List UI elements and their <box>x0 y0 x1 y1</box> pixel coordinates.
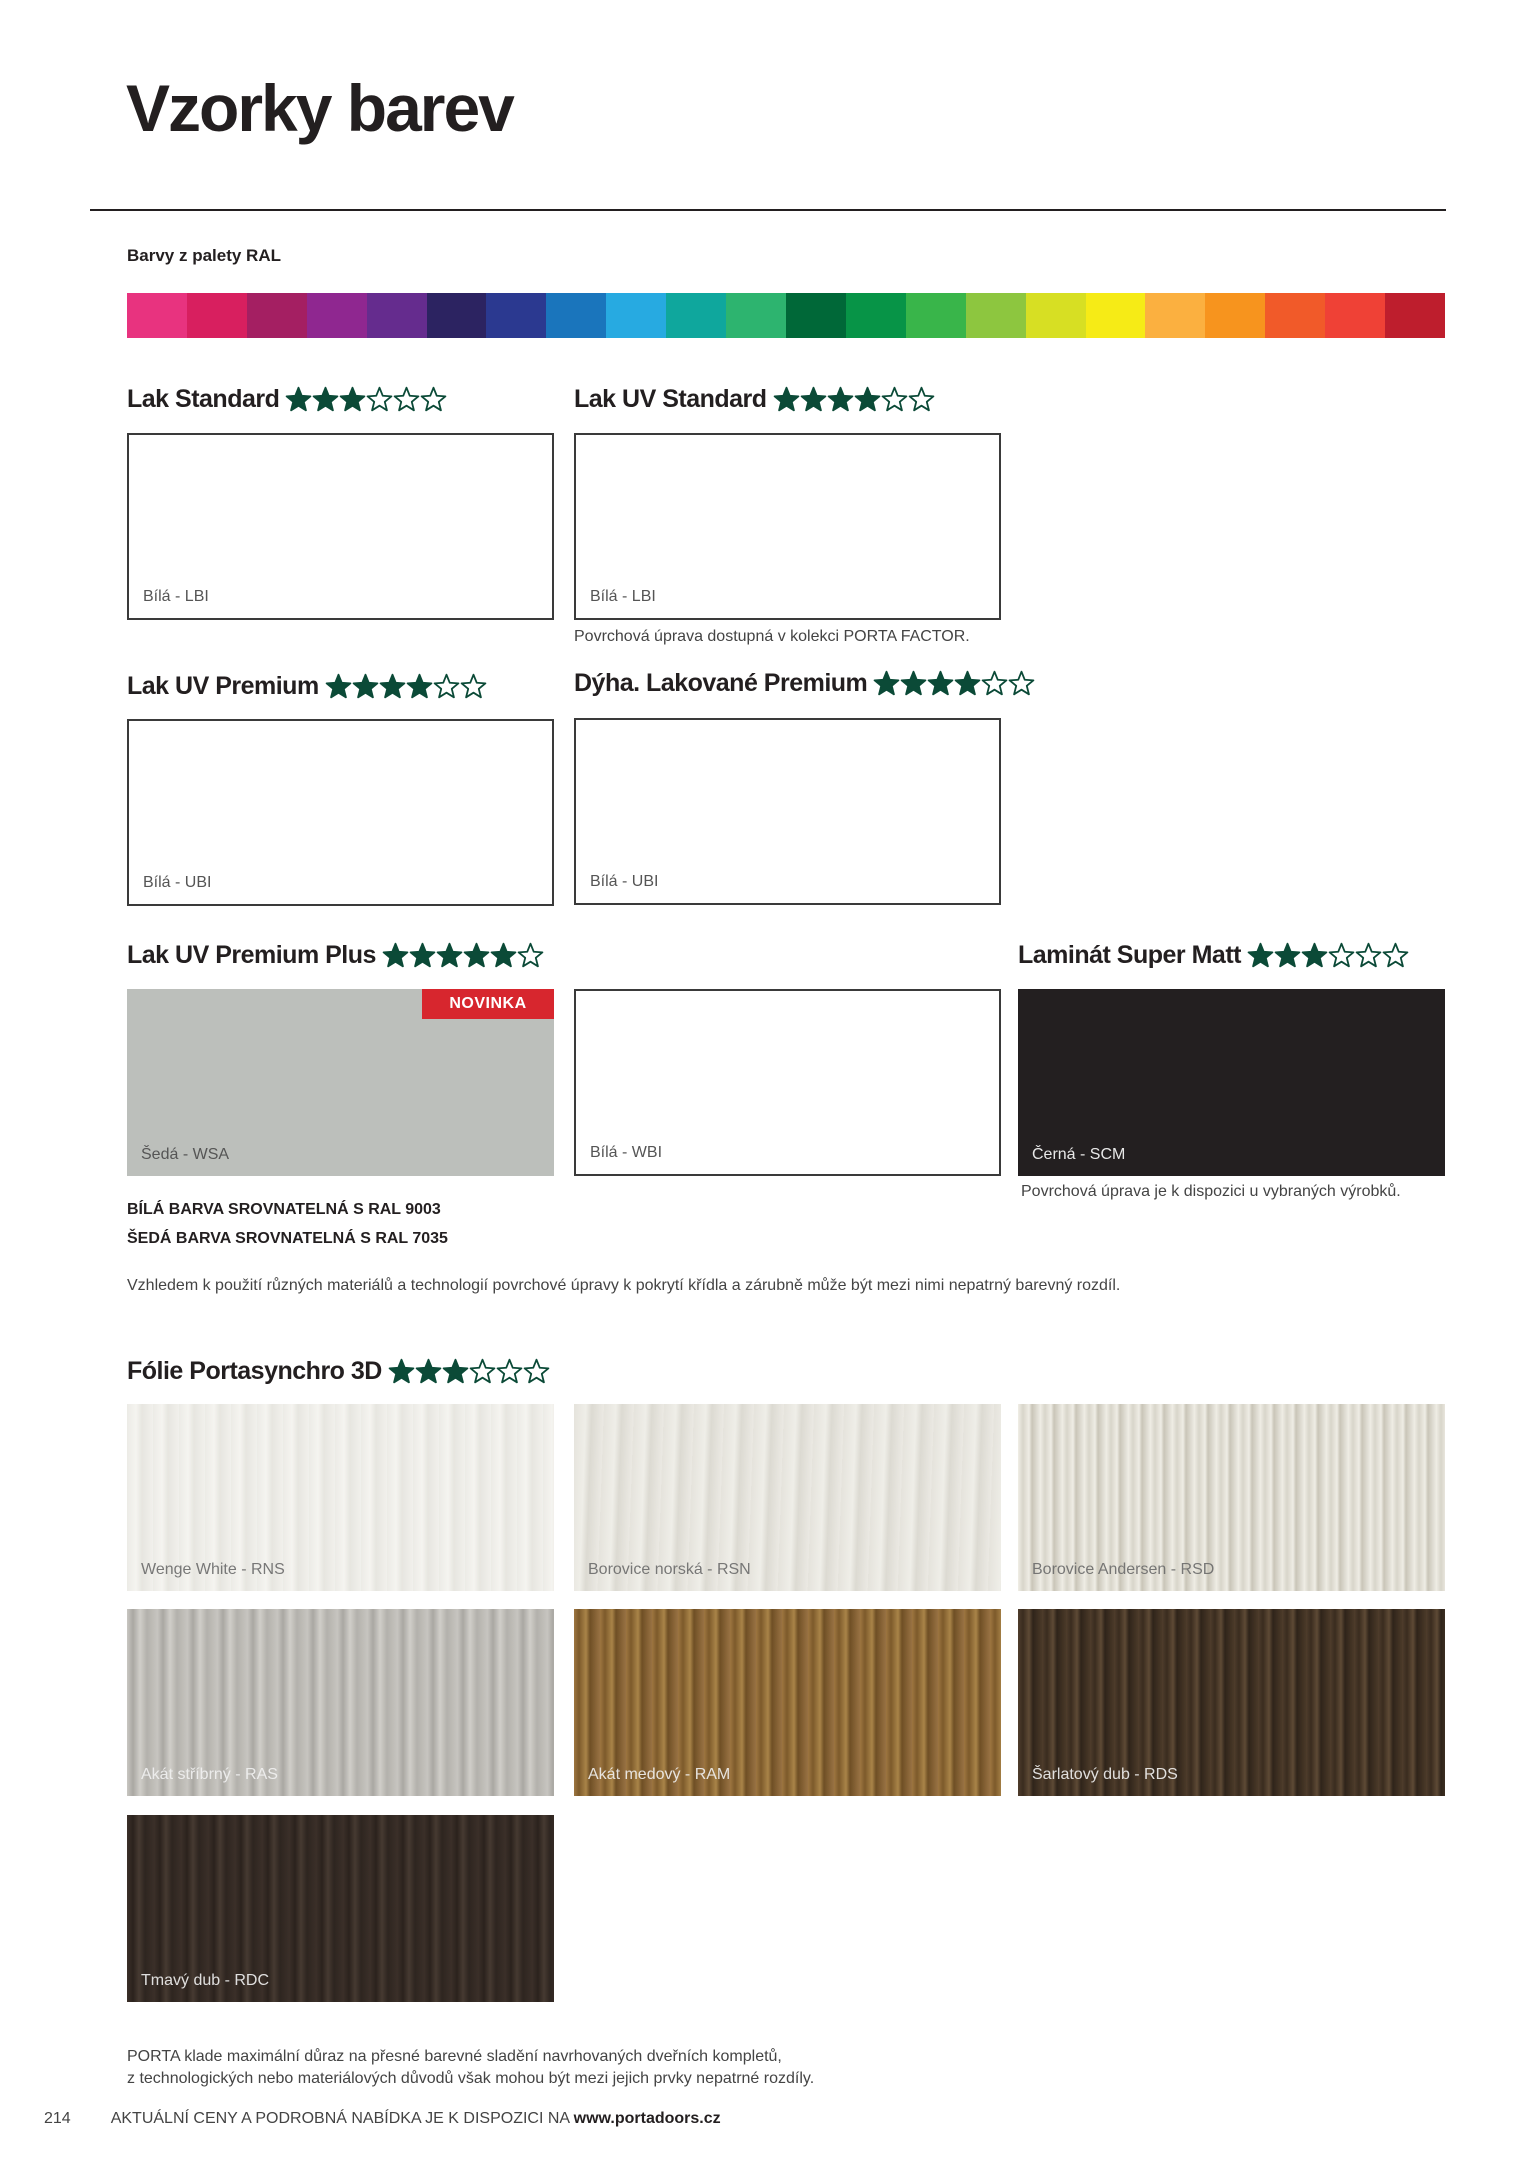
section-title-text: Lak UV Premium Plus <box>127 941 376 969</box>
ral-color-chip <box>906 293 966 338</box>
star-filled-icon <box>285 386 312 413</box>
page-title: Vzorky barev <box>126 71 513 145</box>
star-outline-icon <box>496 1358 523 1385</box>
ral-color-chip <box>666 293 726 338</box>
page-number: 214 <box>44 2110 71 2127</box>
star-outline-icon <box>881 386 908 413</box>
star-filled-icon <box>406 673 433 700</box>
footer-note <box>127 2046 814 2090</box>
rating-stars <box>873 670 1035 697</box>
star-filled-icon <box>954 670 981 697</box>
ral-color-chip <box>1325 293 1385 338</box>
laminat-note: Povrchová úprava je k dispozici u vybraných výrobků. <box>1021 1183 1401 1200</box>
star-filled-icon <box>382 942 409 969</box>
rating-stars <box>325 673 487 700</box>
star-outline-icon <box>517 942 544 969</box>
star-filled-icon <box>409 942 436 969</box>
swatch-lak-uv-premium-plus-white <box>574 989 1001 1176</box>
ral-color-chip <box>1086 293 1146 338</box>
ral-color-chip <box>1265 293 1325 338</box>
star-filled-icon <box>900 670 927 697</box>
section-title-lak-uv-premium <box>127 672 487 701</box>
swatch-lak-uv-premium-plus-grey <box>127 989 554 1176</box>
star-filled-icon <box>325 673 352 700</box>
rating-stars <box>773 386 935 413</box>
star-filled-icon <box>352 673 379 700</box>
swatch-label: Bílá - UBI <box>590 873 659 890</box>
section-title-text: Lak UV Standard <box>574 385 767 413</box>
swatch-label: Akát stříbrný - RAS <box>141 1766 278 1783</box>
rating-stars <box>388 1358 550 1385</box>
ral-color-chip <box>307 293 367 338</box>
swatch-label: Borovice norská - RSN <box>588 1561 751 1578</box>
swatch-lak-uv-standard-white <box>574 433 1001 620</box>
swatch-borovice-andersen <box>1018 1404 1445 1591</box>
ral-color-strip <box>127 293 1445 338</box>
ral-color-chip <box>1385 293 1445 338</box>
star-outline-icon <box>1355 942 1382 969</box>
section-title-text: Lak Standard <box>127 385 280 413</box>
star-filled-icon <box>463 942 490 969</box>
star-filled-icon <box>773 386 800 413</box>
ral-color-chip <box>1205 293 1265 338</box>
lak-uv-standard-note: Povrchová úprava dostupná v kolekci PORTA FACTOR. <box>574 628 970 645</box>
star-outline-icon <box>523 1358 550 1385</box>
swatch-dyha-premium-white <box>574 718 1001 905</box>
ral-color-chip <box>1145 293 1205 338</box>
swatch-lak-uv-premium-white <box>127 719 554 906</box>
ral-color-chip <box>127 293 187 338</box>
section-title-dyha-premium <box>574 669 1035 698</box>
star-outline-icon <box>469 1358 496 1385</box>
rating-stars <box>1247 942 1409 969</box>
star-outline-icon <box>420 386 447 413</box>
swatch-lak-standard-white <box>127 433 554 620</box>
color-disclaimer: Vzhledem k použití různých materiálů a technologií povrchové úpravy k pokrytí křídla a zárubně může být mezi nimi nepatrný barevný rozdíl. <box>127 1277 1121 1294</box>
star-outline-icon <box>981 670 1008 697</box>
section-title-laminat-super-matt <box>1018 941 1409 970</box>
footer-note-line: PORTA klade maximální důraz na přesné barevné sladění navrhovaných dveřních kompletů, <box>127 2048 782 2065</box>
swatch-label: Šarlatový dub - RDS <box>1032 1766 1178 1783</box>
swatch-wenge-white <box>127 1404 554 1591</box>
star-filled-icon <box>927 670 954 697</box>
star-outline-icon <box>433 673 460 700</box>
swatch-akat-medovy <box>574 1609 1001 1796</box>
swatch-label: Šedá - WSA <box>141 1146 230 1163</box>
ral-color-chip <box>247 293 307 338</box>
section-title-lak-standard <box>127 385 447 414</box>
footer-text: AKTUÁLNÍ CENY A PODROBNÁ NABÍDKA JE K DISPOZICI NA <box>110 2110 574 2127</box>
footer-bar <box>44 2110 721 2128</box>
star-filled-icon <box>339 386 366 413</box>
ral-color-chip <box>1026 293 1086 338</box>
star-outline-icon <box>366 386 393 413</box>
ral-color-chip <box>427 293 487 338</box>
swatch-label: Tmavý dub - RDC <box>141 1972 270 1989</box>
swatch-label: Černá - SCM <box>1032 1146 1126 1163</box>
swatch-sarlatovy-dub <box>1018 1609 1445 1796</box>
star-filled-icon <box>1247 942 1274 969</box>
header-divider <box>90 209 1446 211</box>
swatch-label: Bílá - WBI <box>590 1144 663 1161</box>
section-title-text: Fólie Portasynchro 3D <box>127 1357 382 1385</box>
star-outline-icon <box>393 386 420 413</box>
star-filled-icon <box>1301 942 1328 969</box>
ral-color-chip <box>846 293 906 338</box>
section-title-lak-uv-standard <box>574 385 935 414</box>
star-outline-icon <box>1008 670 1035 697</box>
section-title-lak-uv-premium-plus <box>127 941 544 970</box>
ral-color-chip <box>966 293 1026 338</box>
star-filled-icon <box>490 942 517 969</box>
section-title-text: Dýha. Lakované Premium <box>574 669 868 697</box>
swatch-tmavy-dub <box>127 1815 554 2002</box>
swatch-label: Akát medový - RAM <box>588 1766 731 1783</box>
ral-color-chip <box>786 293 846 338</box>
swatch-label: Wenge White - RNS <box>141 1561 285 1578</box>
star-filled-icon <box>415 1358 442 1385</box>
rating-stars <box>285 386 447 413</box>
star-filled-icon <box>379 673 406 700</box>
star-filled-icon <box>827 386 854 413</box>
ral-note-white: BÍLÁ BARVA SROVNATELNÁ S RAL 9003 <box>127 1201 441 1218</box>
star-filled-icon <box>312 386 339 413</box>
section-title-text: Laminát Super Matt <box>1018 941 1241 969</box>
rating-stars <box>382 942 544 969</box>
swatch-laminat-black <box>1018 989 1445 1176</box>
star-outline-icon <box>1328 942 1355 969</box>
ral-heading: Barvy z palety RAL <box>127 246 281 265</box>
novinka-badge: NOVINKA <box>422 989 554 1019</box>
star-filled-icon <box>873 670 900 697</box>
swatch-label: Borovice Andersen - RSD <box>1032 1561 1215 1578</box>
star-filled-icon <box>388 1358 415 1385</box>
ral-note-grey: ŠEDÁ BARVA SROVNATELNÁ S RAL 7035 <box>127 1230 448 1247</box>
star-filled-icon <box>436 942 463 969</box>
swatch-borovice-norska <box>574 1404 1001 1591</box>
swatch-label: Bílá - LBI <box>143 588 209 605</box>
swatch-label: Bílá - LBI <box>590 588 656 605</box>
star-filled-icon <box>442 1358 469 1385</box>
ral-color-chip <box>606 293 666 338</box>
swatch-akat-stribrny <box>127 1609 554 1796</box>
ral-color-chip <box>367 293 427 338</box>
ral-color-chip <box>187 293 247 338</box>
footer-note-line: z technologických nebo materiálových důvodů však mohou být mezi jejich prvky nepatrné rozdíly. <box>127 2070 815 2087</box>
star-filled-icon <box>1274 942 1301 969</box>
ral-color-chip <box>546 293 606 338</box>
swatch-label: Bílá - UBI <box>143 874 212 891</box>
section-title-text: Lak UV Premium <box>127 672 319 700</box>
star-filled-icon <box>854 386 881 413</box>
footer-website-link[interactable]: www.portadoors.cz <box>573 2110 721 2127</box>
ral-color-chip <box>726 293 786 338</box>
ral-color-chip <box>486 293 546 338</box>
section-title-folie <box>127 1357 550 1386</box>
star-filled-icon <box>800 386 827 413</box>
star-outline-icon <box>908 386 935 413</box>
star-outline-icon <box>460 673 487 700</box>
star-outline-icon <box>1382 942 1409 969</box>
